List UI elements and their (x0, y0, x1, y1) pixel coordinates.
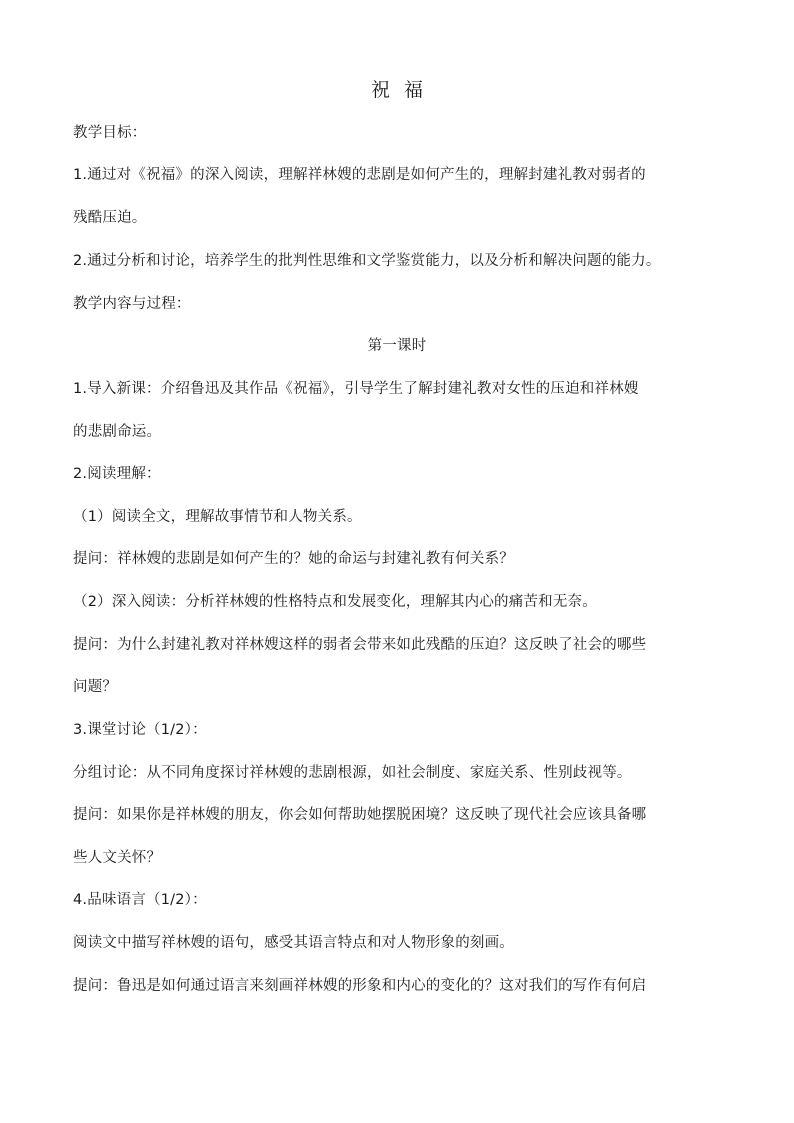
question-2-line-2: 问题？ (73, 679, 118, 695)
question-3-line-1: 提问：如果你是祥林嫂的朋友，你会如何帮助她摆脱困境？这反映了现代社会应该具备哪 (73, 807, 647, 823)
objective-1-line-1: 1.通过对《祝福》的深入阅读，理解祥林嫂的悲剧是如何产生的，理解封建礼教对弱者的 (73, 167, 646, 183)
step-2-item-2: （2）深入阅读：分析祥林嫂的性格特点和发展变化，理解其内心的痛苦和无奈。 (73, 594, 597, 610)
page-title: 祝福 (370, 79, 437, 101)
section-heading-process: 教学内容与过程： (73, 296, 191, 312)
step-3-heading: 3.课堂讨论（1/2）： (73, 722, 207, 738)
objective-2: 2.通过分析和讨论，培养学生的批判性思维和文学鉴赏能力，以及分析和解决问题的能力。 (73, 253, 661, 269)
section-heading-objectives: 教学目标： (73, 125, 147, 141)
group-discussion: 分组讨论：从不同角度探讨祥林嫂的悲剧根源，如社会制度、家庭关系、性别歧视等。 (73, 765, 632, 781)
step-2-item-1: （1）阅读全文，理解故事情节和人物关系。 (73, 509, 362, 525)
question-4-line-1: 提问：鲁迅是如何通过语言来刻画祥林嫂的形象和内心的变化的？这对我们的写作有何启 (73, 978, 647, 994)
step-4-heading: 4.品味语言（1/2）： (73, 892, 207, 908)
question-3-line-2: 些人文关怀？ (73, 850, 162, 866)
step-1-line-2: 的悲剧命运。 (73, 424, 162, 440)
language-reading: 阅读文中描写祥林嫂的语句，感受其语言特点和对人物形象的刻画。 (73, 935, 514, 951)
lesson-heading: 第一课时 (367, 338, 427, 354)
objective-1-line-2: 残酷压迫。 (73, 210, 147, 226)
question-1: 提问：祥林嫂的悲剧是如何产生的？她的命运与封建礼教有何关系？ (73, 551, 514, 567)
step-1-line-1: 1.导入新课：介绍鲁迅及其作品《祝福》，引导学生了解封建礼教对女性的压迫和祥林嫂 (73, 381, 639, 397)
question-2-line-1: 提问：为什么封建礼教对祥林嫂这样的弱者会带来如此残酷的压迫？这反映了社会的哪些 (73, 637, 647, 653)
step-2-heading: 2.阅读理解： (73, 466, 161, 482)
